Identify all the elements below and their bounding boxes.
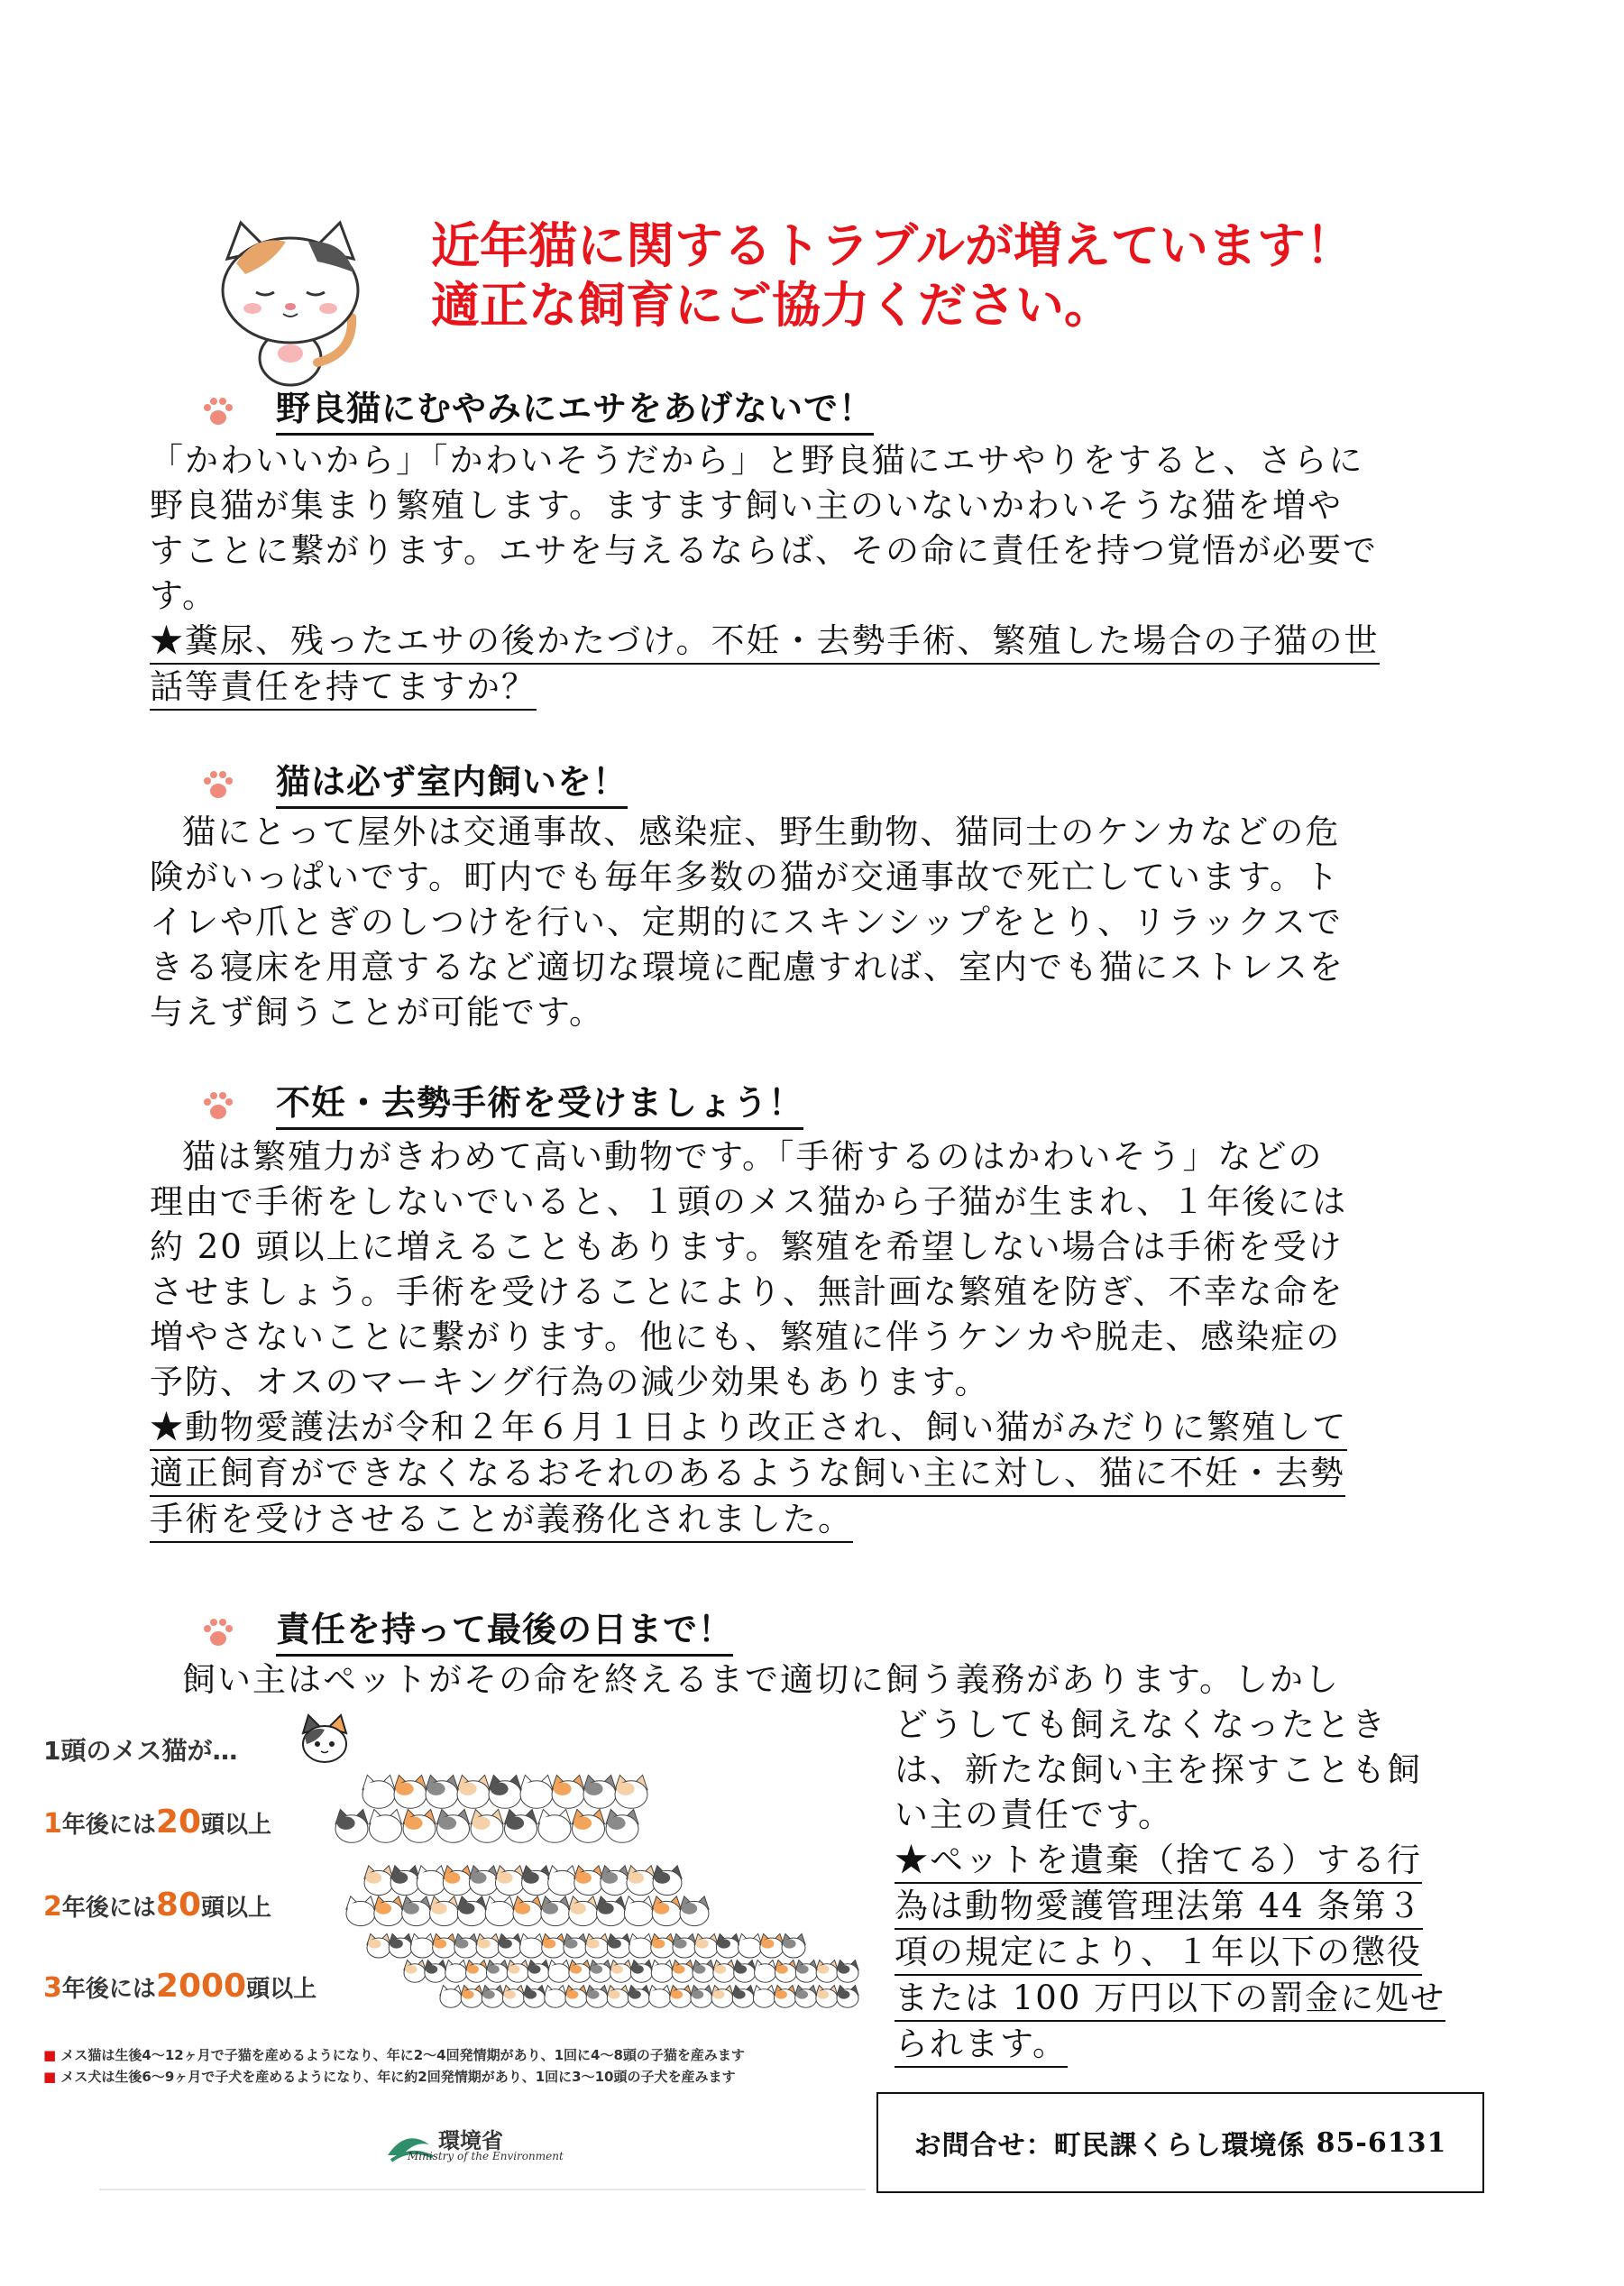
cat-head-icon	[522, 1866, 551, 1896]
cat-head-icon	[672, 1960, 693, 1983]
cat-head-icon	[548, 1960, 570, 1983]
note-line: ★動物愛護法が令和２年６月１日より改正され、飼い猫がみだりに繁殖して	[150, 1406, 1347, 1451]
row-year: 1	[43, 1808, 62, 1840]
cat-head-icon	[426, 1775, 458, 1808]
body-line: 増やさないことに繋がります。他にも、繁殖に伴うケンカや脱走、感染症の	[150, 1317, 1342, 1356]
cat-head-icon	[410, 1933, 434, 1958]
cat-face-icon	[298, 1713, 352, 1767]
ministry-name: 環境省	[438, 2128, 503, 2153]
row-text: 年後には	[61, 1812, 156, 1839]
note-line: ★ペットを遺棄（捨てる）する行	[895, 1839, 1422, 1884]
cat-head-icon	[404, 1960, 426, 1983]
body-line: どうしても飼えなくなったとき	[895, 1705, 1387, 1744]
section-body-spay-neuter	[150, 1134, 1502, 1543]
cat-head-icon	[374, 1896, 403, 1926]
cat-head-icon	[816, 1986, 838, 2008]
body-line: させましょう。手術を受けることにより、無計画な繁殖を防ぎ、不幸な命を	[150, 1272, 1344, 1311]
cat-head-icon	[457, 1775, 490, 1808]
cat-head-icon	[552, 1775, 584, 1808]
title-line-2: 適正な飼育にご協力ください。	[431, 277, 1113, 334]
cat-head-icon	[574, 1866, 603, 1896]
cat-head-icon	[513, 1896, 542, 1926]
cat-head-icon	[734, 1960, 756, 1983]
infographic-row-year3	[43, 1968, 317, 2005]
note-line: られます。	[895, 2023, 1068, 2068]
section-heading-spay-neuter	[200, 1080, 803, 1130]
body-line: 飼い主はペットがその命を終えるまで適切に飼う義務があります。しかし	[182, 1660, 1341, 1699]
cat-head-icon	[569, 1960, 591, 1983]
cat-head-icon	[732, 1986, 754, 2008]
cat-head-icon	[760, 1933, 784, 1958]
body-line: イレや爪とぎのしつけを行い、定期的にスキンシップをとり、リラックスで	[150, 903, 1343, 941]
cat-head-icon	[583, 1775, 616, 1808]
cat-head-icon	[469, 1866, 498, 1896]
cat-head-icon	[542, 1933, 565, 1958]
cat-crowd-illustration	[325, 1767, 866, 2038]
cat-head-icon	[597, 1896, 626, 1926]
cat-head-icon	[585, 1933, 609, 1958]
row-text: 年後には	[61, 1976, 156, 2003]
cat-head-icon	[651, 1933, 674, 1958]
section-heading-stray-feeding	[200, 386, 874, 436]
cat-head-icon	[795, 1986, 817, 2008]
section-lead-responsibility	[150, 1657, 1502, 1703]
cat-head-icon	[489, 1775, 521, 1808]
cat-head-icon	[673, 1933, 696, 1958]
note-line: ★糞尿、残ったエサの後かたづけ。不妊・去勢手術、繁殖した場合の子猫の世	[150, 620, 1380, 665]
note-line: または 100 万円以下の罰金に処せ	[895, 1977, 1445, 2022]
cat-head-icon	[482, 1986, 503, 2008]
cat-head-icon	[389, 1933, 412, 1958]
cat-head-icon	[498, 1933, 521, 1958]
cat-head-icon	[485, 1896, 514, 1926]
cat-head-icon	[370, 1809, 402, 1842]
section-title: 不妊・去勢手術を受けましょう！	[276, 1080, 803, 1130]
cat-head-icon	[394, 1775, 427, 1808]
cat-head-icon	[649, 1986, 671, 2008]
cat-head-icon	[367, 1933, 390, 1958]
section-title: 野良猫にむやみにエサをあげないで！	[276, 386, 874, 436]
cat-head-icon	[569, 1896, 598, 1926]
section-title: 猫は必ず室内飼いを！	[276, 759, 628, 809]
body-line: 理由で手術をしないでいると、１頭のメス猫から子猫が生まれ、１年後には	[150, 1182, 1348, 1221]
cat-head-icon	[346, 1896, 375, 1926]
cat-head-icon	[430, 1896, 459, 1926]
cat-head-icon	[628, 1986, 649, 2008]
cat-head-icon	[390, 1866, 419, 1896]
cat-head-icon	[471, 1809, 503, 1842]
infographic-note-cat: ■ メス猫は生後4～12ヶ月で子猫を産めるようになり、年に2～4回発情期があり、1回に4～8頭の子猫を産みます	[43, 2047, 745, 2063]
cat-head-icon	[362, 1775, 395, 1808]
section-heading-responsibility	[200, 1607, 733, 1657]
cat-head-icon	[782, 1933, 805, 1958]
cat-head-icon	[601, 1866, 629, 1896]
cat-head-icon	[590, 1960, 611, 1983]
cat-head-icon	[711, 1986, 733, 2008]
cat-head-icon	[653, 1866, 682, 1896]
cat-head-icon	[335, 1809, 368, 1842]
body-line: 猫は繁殖力がきわめて高い動物です。「手術するのはかわいそう」などの	[182, 1137, 1324, 1176]
cat-head-icon	[541, 1896, 570, 1926]
row-count: 2000	[155, 1968, 247, 2005]
cat-head-icon	[693, 1960, 714, 1983]
cat-head-icon	[538, 1809, 571, 1842]
row-unit: 頭以上	[201, 1812, 272, 1839]
contact-box	[876, 2092, 1484, 2193]
cat-head-icon	[837, 1986, 858, 2008]
note-line: 適正飼育ができなくなるおそれのあるような飼い主に対し、猫に不妊・去勢	[150, 1452, 1345, 1497]
cat-head-icon	[586, 1986, 608, 2008]
body-line: す。	[150, 576, 218, 615]
cat-head-icon	[651, 1960, 673, 1983]
body-line: 約 20 頭以上に増えることもあります。繁殖を希望しない場合は手術を受け	[150, 1227, 1344, 1266]
contact-label: お問合せ：町民課くらし環境係	[913, 2130, 1306, 2162]
cat-head-icon	[403, 1809, 436, 1842]
paw-icon	[200, 767, 236, 803]
cat-head-icon	[630, 1960, 652, 1983]
cat-head-icon	[775, 1986, 796, 2008]
note-text: メス犬は生後6～9ヶ月で子犬を産めるようになり、年に約2回発情期があり、1回に3～10頭の子犬を産みます	[60, 2069, 736, 2085]
cat-head-icon	[775, 1960, 796, 1983]
divider	[99, 2189, 866, 2190]
body-line: すことに繋がります。エサを与えるならば、その命に責任を持つ覚悟が必要で	[150, 531, 1379, 570]
infographic-note-dog: ■ メス犬は生後6～9ヶ月で子犬を産めるようになり、年に約2回発情期があり、1回に3～10頭の子犬を産みます	[43, 2069, 736, 2085]
infographic-heading: 1頭のメス猫が…	[43, 1736, 238, 1766]
section-title: 責任を持って最後の日まで！	[276, 1607, 733, 1657]
cat-head-icon	[606, 1809, 638, 1842]
cat-head-icon	[627, 1866, 656, 1896]
ministry-name-en: Ministry of the Environment	[408, 2150, 564, 2162]
cat-head-icon	[528, 1960, 549, 1983]
cat-head-icon	[548, 1866, 577, 1896]
note-text: メス猫は生後4～12ヶ月で子猫を産めるようになり、年に2～4回発情期があり、1回に4～8頭の子猫を産みます	[60, 2047, 745, 2063]
cat-head-icon	[524, 1986, 546, 2008]
row-unit: 頭以上	[246, 1976, 317, 2003]
cat-head-icon	[425, 1960, 446, 1983]
cat-head-icon	[694, 1933, 718, 1958]
paw-icon	[200, 1088, 236, 1124]
cat-head-icon	[816, 1960, 838, 1983]
cat-head-icon	[565, 1986, 587, 2008]
body-line: 「かわいいから」「かわいそうだから」と野良猫にエサやりをすると、さらに	[150, 441, 1364, 480]
cat-head-icon	[466, 1960, 488, 1983]
cat-head-icon	[837, 1960, 858, 1983]
cat-mascot-icon	[200, 209, 381, 390]
cat-head-icon	[615, 1775, 647, 1808]
cat-head-icon	[670, 1986, 692, 2008]
body-line: は、新たな飼い主を探すことも飼	[895, 1750, 1422, 1789]
cat-head-icon	[457, 1896, 486, 1926]
cat-head-icon	[440, 1986, 462, 2008]
row-year: 2	[43, 1891, 62, 1923]
cat-head-icon	[519, 1933, 543, 1958]
note-line: 話等責任を持てますか？	[150, 666, 537, 711]
cat-head-icon	[364, 1866, 393, 1896]
cat-head-icon	[713, 1960, 735, 1983]
row-unit: 頭以上	[201, 1895, 272, 1922]
body-line: 野良猫が集まり繁殖します。ますます飼い主のいないかわいそうな猫を増や	[150, 486, 1344, 525]
section-body-responsibility	[895, 1703, 1517, 2068]
note-line: 為は動物愛護管理法第 44 条第３	[895, 1885, 1423, 1930]
cat-head-icon	[564, 1933, 587, 1958]
cat-head-icon	[445, 1960, 467, 1983]
section-body-indoor	[150, 810, 1502, 1035]
body-line: 与えず飼うことが可能です。	[150, 993, 605, 1032]
cat-head-icon	[716, 1933, 739, 1958]
body-line: 予防、オスのマーキング行為の減少効果もあります。	[150, 1363, 990, 1401]
cat-head-icon	[610, 1960, 632, 1983]
body-line: 猫にとって屋外は交通事故、感染症、野生動物、猫同士のケンカなどの危	[182, 812, 1341, 851]
cat-head-icon	[454, 1933, 478, 1958]
cat-head-icon	[433, 1933, 456, 1958]
contact-phone: 85-6131	[1316, 2126, 1447, 2159]
note-line: 手術を受けさせることが義務化されました。	[150, 1498, 853, 1543]
cat-head-icon	[443, 1866, 472, 1896]
cat-head-icon	[629, 1933, 653, 1958]
section-heading-indoor	[200, 759, 628, 809]
cat-head-icon	[417, 1866, 445, 1896]
cat-head-icon	[795, 1960, 817, 1983]
cat-head-icon	[739, 1933, 762, 1958]
cat-head-icon	[461, 1986, 482, 2008]
cat-head-icon	[691, 1986, 712, 2008]
cat-head-icon	[505, 1809, 537, 1842]
cat-head-icon	[607, 1933, 630, 1958]
cat-head-icon	[607, 1986, 628, 2008]
row-count: 20	[155, 1804, 201, 1841]
cat-head-icon	[545, 1986, 566, 2008]
cat-head-icon	[476, 1933, 500, 1958]
body-line: い主の責任です。	[895, 1795, 1174, 1834]
cat-head-icon	[437, 1809, 470, 1842]
cat-head-icon	[573, 1809, 605, 1842]
infographic-row-year2	[43, 1887, 271, 1923]
cat-population-infographic	[36, 1713, 866, 2128]
cat-head-icon	[507, 1960, 528, 1983]
page-title	[431, 216, 1354, 335]
paw-icon	[200, 1614, 236, 1650]
infographic-row-year1	[43, 1804, 271, 1841]
row-year: 3	[43, 1972, 62, 2004]
paw-icon	[200, 393, 236, 429]
cat-head-icon	[402, 1896, 431, 1926]
section-body-stray-feeding	[150, 438, 1502, 711]
cat-head-icon	[486, 1960, 508, 1983]
row-text: 年後には	[61, 1895, 156, 1922]
body-line: きる寝床を用意するなど適切な環境に配慮すれば、室内でも猫にストレスを	[150, 948, 1344, 987]
row-count: 80	[155, 1887, 201, 1923]
cat-head-icon	[652, 1896, 681, 1926]
cat-head-icon	[495, 1866, 524, 1896]
cat-head-icon	[624, 1896, 653, 1926]
cat-head-icon	[520, 1775, 553, 1808]
cat-head-icon	[502, 1986, 524, 2008]
cat-head-icon	[680, 1896, 709, 1926]
note-line: 項の規定により、１年以下の懲役	[895, 1931, 1422, 1976]
cat-head-icon	[755, 1960, 776, 1983]
title-line-1: 近年猫に関するトラブルが増えています！	[431, 217, 1354, 274]
cat-head-icon	[753, 1986, 775, 2008]
body-line: 険がいっぱいです。町内でも毎年多数の猫が交通事故で死亡しています。ト	[150, 858, 1341, 896]
